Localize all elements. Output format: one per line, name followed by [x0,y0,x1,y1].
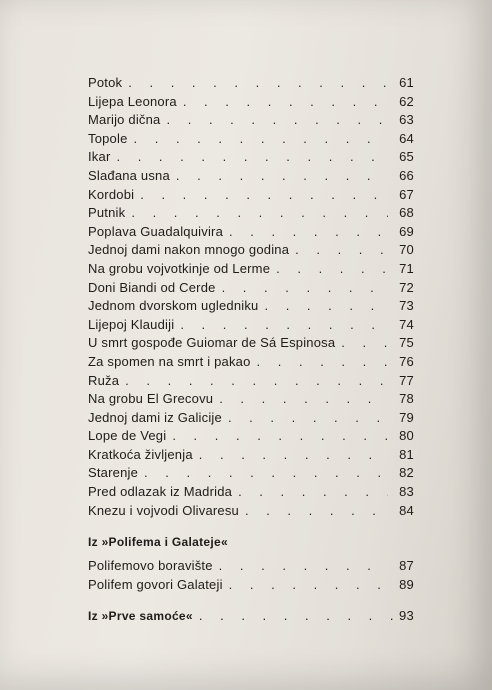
toc-entry-title: Potok [88,75,123,90]
dot-leader [176,167,388,186]
toc-entry [88,427,414,446]
toc-entry [88,130,414,149]
dot-leader [219,390,388,409]
dot-leader [341,334,388,353]
toc-entry-title: Marijo dična [88,112,161,128]
toc-entry [88,464,414,483]
toc-entry-title: Lijepa Leonora [88,93,177,109]
toc-entry-title: Jednoj dami iz Galicije [88,409,222,425]
toc-entry [88,390,414,409]
toc-entry-page: 61 [399,75,414,90]
dot-leader [229,576,388,595]
toc-entry-title: Lope de Vegi [88,428,167,444]
table-of-contents [88,74,414,625]
toc-entry-page: 80 [399,428,414,444]
toc-entry [88,576,414,595]
dot-leader [125,372,388,391]
dot-leader [180,316,388,335]
toc-entry-page: 68 [399,205,414,221]
toc-entry-title: Lijepoj Klaudiji [88,316,175,332]
toc-entry-title: Kratkoća življenja [88,446,193,462]
dot-leader [219,557,388,576]
toc-entry-title: Jednoj dami nakon mnogo godina [88,242,290,258]
toc-entry-page: 87 [399,558,414,574]
toc-entry [88,111,414,130]
section-spacer [88,520,414,533]
toc-entry-title: Doni Biandi od Cerde [88,279,216,295]
dot-leader [264,297,388,316]
toc-entry-title: Putnik [88,205,126,221]
toc-entry-title: Topole [88,130,128,146]
dot-leader [199,446,388,465]
toc-entry-page: 70 [399,242,414,258]
toc-entry-page: 67 [399,186,414,202]
toc-entry-title: Poplava Guadalquivira [88,223,224,239]
toc-entry [88,446,414,465]
dot-leader [276,260,388,279]
section-heading-samoce [88,607,414,625]
toc-entry-page: 82 [399,465,414,481]
dot-leader [199,607,393,625]
dot-leader [295,241,388,260]
dot-leader [128,74,388,93]
dot-leader [134,130,388,149]
toc-entry-page: 69 [399,223,414,239]
toc-entry [88,409,414,428]
toc-entry-title: Na grobu El Grecovu [88,391,214,407]
dot-leader [257,353,388,372]
toc-entry-title: Na grobu vojvotkinje od Lerme [88,260,271,276]
section-heading-text: Iz »Polifema i Galateje« [88,535,228,550]
dot-leader [140,186,388,205]
toc-entry-title: Starenje [88,465,139,481]
toc-entry-page: 62 [399,93,414,109]
toc-entry-title: Slađana usna [88,167,170,183]
toc-entry-page: 65 [399,149,414,165]
toc-entry-page: 78 [399,391,414,407]
toc-entry-title: Ikar [88,149,111,165]
dot-leader [245,502,388,521]
dot-leader [222,279,388,298]
section-heading-polifem [88,533,414,551]
toc-entry [88,167,414,186]
section-spacer [88,594,414,607]
toc-entry-page: 64 [399,130,414,146]
toc-entry [88,502,414,521]
toc-entry [88,334,414,353]
toc-entry [88,241,414,260]
section-heading-text: Iz »Prve samoće« [88,609,193,624]
toc-entry-page: 73 [399,298,414,314]
dot-leader [172,427,388,446]
toc-entry [88,297,414,316]
toc-entry-title: Kordobi [88,186,135,202]
toc-entry-title: Pred odlazak iz Madrida [88,484,233,500]
toc-entry [88,74,414,93]
toc-entry-page: 72 [399,279,414,295]
dot-leader [229,223,388,242]
toc-entry-title: Jednom dvorskom ugledniku [88,298,259,314]
toc-entry-page: 89 [399,576,414,592]
toc-entry [88,483,414,502]
dot-leader [183,93,388,112]
toc-entry-page: 71 [399,260,414,276]
toc-entry-page: 66 [399,167,414,183]
dot-leader [116,148,388,167]
toc-entry-page: 63 [399,112,414,128]
toc-entry-page: 83 [399,484,414,500]
toc-entry-title: Ruža [88,372,120,388]
toc-entry-title: Za spomen na smrt i pakao [88,353,251,369]
toc-entry [88,186,414,205]
toc-entry [88,223,414,242]
toc-entry-title: Polifem govori Galateji [88,576,223,592]
toc-entry-page: 76 [399,353,414,369]
toc-entry-page: 74 [399,316,414,332]
toc-entry [88,260,414,279]
toc-entry-page: 75 [399,335,414,351]
toc-entry-page: 77 [399,372,414,388]
dot-leader [228,409,388,428]
toc-entry [88,279,414,298]
dot-leader [131,204,388,223]
toc-entry [88,316,414,335]
toc-entry [88,93,414,112]
toc-entry-title: Knezu i vojvodi Olivaresu [88,502,239,518]
toc-entry [88,557,414,576]
toc-entry-title: Polifemovo boravište [88,558,213,574]
toc-entry [88,353,414,372]
dot-leader [144,464,388,483]
section-heading-page: 93 [398,608,414,624]
toc-entry-page: 84 [399,502,414,518]
toc-entry-page: 81 [399,446,414,462]
toc-entry [88,204,414,223]
dot-leader [238,483,388,502]
dot-leader [167,111,389,130]
toc-entry [88,372,414,391]
toc-entry-title: U smrt gospođe Guiomar de Sá Espinosa [88,335,336,351]
toc-entry-page: 79 [399,409,414,425]
toc-entry [88,148,414,167]
